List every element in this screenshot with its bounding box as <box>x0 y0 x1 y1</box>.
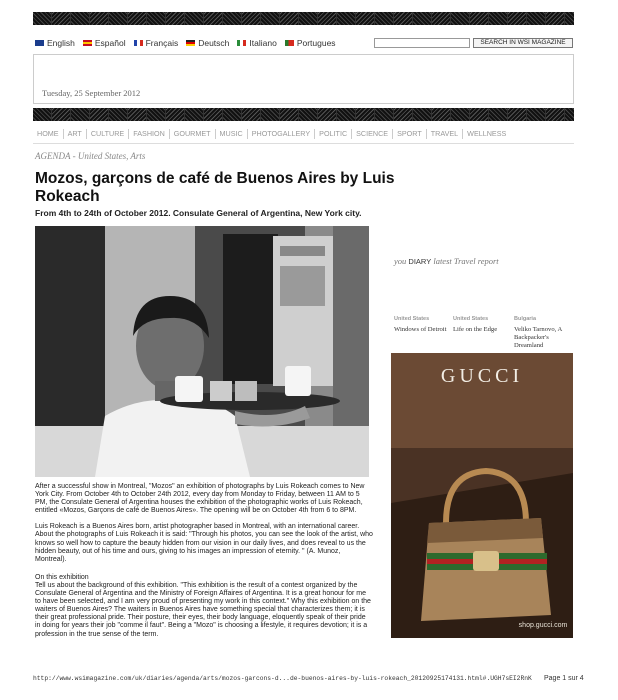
language-deutsch[interactable]: Deutsch <box>186 38 229 48</box>
diary-header[interactable] <box>394 256 499 266</box>
nav-item-fashion[interactable]: FASHION <box>129 129 170 139</box>
pattern-tile <box>185 108 204 121</box>
pattern-tile <box>109 108 128 121</box>
nav-divider <box>33 143 574 144</box>
related-headline: Life on the Edge <box>453 326 498 333</box>
diary-word: DIARY <box>408 257 432 266</box>
footer-url: http://www.wsimagazine.com/uk/diaries/agenda/arts/mozos-garcons-d...de-buenos-aires-by-luis-rokeach_20120925174131.html#.UGH7sEI2RnK <box>33 675 532 682</box>
nav-item-sport[interactable]: SPORT <box>393 129 427 139</box>
flag-icon <box>186 40 195 46</box>
flag-icon <box>237 40 246 46</box>
nav-item-art[interactable]: ART <box>64 129 87 139</box>
pattern-tile <box>394 108 413 121</box>
related-headline: Windows of Detroit <box>394 326 447 333</box>
language-selector <box>35 38 336 48</box>
current-date: Tuesday, 25 September 2012 <box>42 88 141 98</box>
pattern-tile <box>356 108 375 121</box>
pattern-tile <box>413 108 432 121</box>
nav-item-culture[interactable]: CULTURE <box>87 129 129 139</box>
pattern-tile <box>261 108 280 121</box>
related-headline: Veliko Tarnovo, A Backpacker's Dreamland <box>514 326 562 349</box>
related-story[interactable] <box>514 316 576 350</box>
pattern-tile <box>242 108 261 121</box>
pattern-tile <box>52 108 71 121</box>
nav-item-gourmet[interactable]: GOURMET <box>170 129 216 139</box>
pattern-tile <box>71 108 90 121</box>
related-story[interactable] <box>453 316 523 334</box>
language-portugues[interactable]: Portugues <box>285 38 336 48</box>
nav-item-music[interactable]: MUSIC <box>216 129 248 139</box>
article-photo <box>35 226 369 477</box>
language-francais[interactable]: Français <box>134 38 179 48</box>
pattern-tile <box>432 108 451 121</box>
diary-rest: latest Travel report <box>433 256 499 266</box>
language-italiano[interactable]: Italiano <box>237 38 276 48</box>
language-english[interactable]: English <box>35 38 75 48</box>
pattern-tile <box>147 108 166 121</box>
page-number: Page 1 sur 4 <box>544 675 584 682</box>
flag-icon <box>83 40 92 46</box>
related-tag: United States <box>394 316 430 322</box>
pattern-tile <box>546 108 565 121</box>
pattern-tile <box>527 108 546 121</box>
nav-item-politic[interactable]: POLITIC <box>315 129 352 139</box>
nav-item-home[interactable]: HOME <box>35 129 64 139</box>
pattern-tile <box>128 108 147 121</box>
article-paragraph: On this exhibition Tell us about the background of this exhibition. "This exhibition is the result of a contest organized by the Consulate General of Argentina and the Ministry of Foreign Affaires of Argentina. It is a great honour for me to have been selected, and I am very proud of presenting my work in this context." Why this exhibition on the waiters of Buenos Aires? The waiters in Buenos Aires have something special that characterizes them; it is their great professional pride. Their posture, their eyes, their body language, eloquently speak of their pride in doing for years their job "comme il faut". Being a "Mozo" is choosing a lifestyle, it requires devotion; it is a profession in the true sense of the term. <box>35 573 371 638</box>
flag-icon <box>285 40 294 46</box>
flag-icon <box>35 40 44 46</box>
pattern-tile <box>318 108 337 121</box>
pattern-tile <box>337 108 356 121</box>
pattern-tile <box>489 108 508 121</box>
article-body <box>35 483 373 647</box>
pattern-tile <box>223 108 242 121</box>
ad-url: shop.gucci.com <box>518 622 568 629</box>
pattern-tile <box>565 108 574 121</box>
pattern-tile <box>299 108 318 121</box>
waitress-photo-illustration <box>35 226 369 477</box>
related-tag: United States <box>453 316 489 322</box>
ad-brand: GUCCI <box>440 365 524 387</box>
flag-icon <box>134 40 143 46</box>
article-paragraph: After a successful show in Montreal, "Mozos" an exhibition of photographs by Luis Rokeach comes to New York City. From October 4th to October 24th 2012, every day from Monday to Friday, between 11 AM to 5 PM, the Consulate General of Argentina houses the exhibition of the photographic works of Luis Rokeach, entitled «Mozos, Garçons de café de Buenos Aires». The opening will be on October 4th from 6 to 8PM. <box>35 483 365 515</box>
mid-pattern-banner <box>33 108 574 121</box>
gucci-advertisement[interactable] <box>391 353 573 638</box>
gucci-bag-illustration <box>391 353 573 638</box>
pattern-tile <box>33 108 52 121</box>
pattern-tile <box>451 108 470 121</box>
pattern-tile <box>90 108 109 121</box>
article-paragraph: Luis Rokeach is a Buenos Aires born, artist photographer based in Montreal, with an international career. About the photographs of Luis Rokeach it is said: "Through his photos, you can see the look of the artist, who knows so well how to capture the beauty hidden from our vision in our daily lives, and does reveal to us the hidden beauty, out of his time and ours, giving to his images an impression of eternity. " (A. Munoz, Montreal). <box>35 523 373 563</box>
article-subtitle: From 4th to 24th of October 2012. Consulate General of Argentina, New York city. <box>35 208 362 218</box>
page <box>33 12 574 660</box>
pattern-tile <box>508 108 527 121</box>
pattern-tile <box>375 108 394 121</box>
pattern-tile <box>204 108 223 121</box>
related-tag: Bulgaria <box>514 316 537 322</box>
pattern-tile <box>166 108 185 121</box>
nav-item-photogallery[interactable]: PHOTOGALLERY <box>248 129 315 139</box>
nav-item-travel[interactable]: TRAVEL <box>427 129 463 139</box>
language-espanol[interactable]: Español <box>83 38 126 48</box>
nav-item-science[interactable]: SCIENCE <box>352 129 393 139</box>
article-title: Mozos, garçons de café de Buenos Aires by Luis Rokeach <box>35 170 395 205</box>
pattern-tile <box>280 108 299 121</box>
header-box <box>33 54 574 104</box>
section-breadcrumb[interactable]: AGENDA - United States, Arts <box>35 151 146 161</box>
diary-you: you <box>394 256 407 266</box>
search-input[interactable] <box>374 38 470 48</box>
search-button[interactable]: SEARCH IN WSI MAGAZINE <box>473 38 573 48</box>
nav-item-wellness[interactable]: WELLNESS <box>467 129 507 138</box>
category-nav <box>35 129 510 139</box>
pattern-tile <box>470 108 489 121</box>
